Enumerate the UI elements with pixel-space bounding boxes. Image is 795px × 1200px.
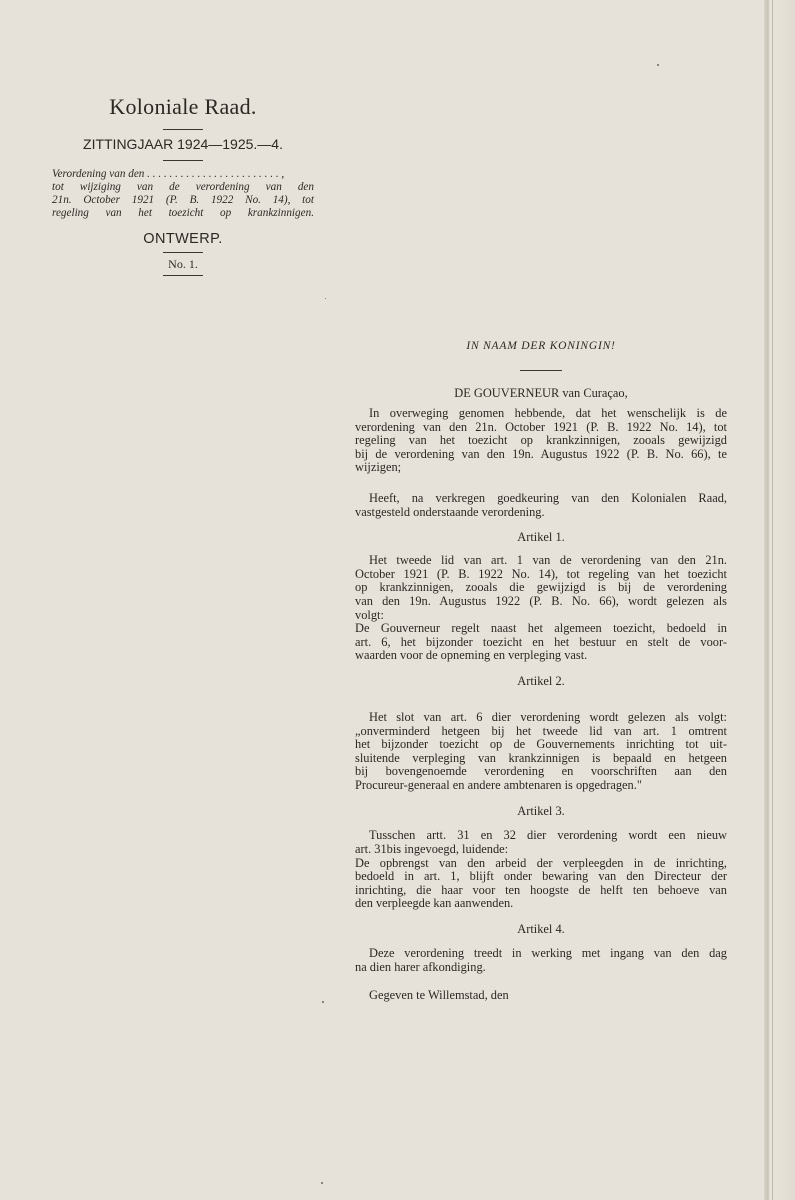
article-3-body bbox=[355, 829, 727, 911]
enacting-clause bbox=[355, 492, 727, 519]
text-line: wijzigen; bbox=[355, 460, 402, 475]
text-line: In overweging genomen hebbende, dat het wenschelijk is de bbox=[369, 406, 727, 420]
text-line: October 1921 (P. B. 1922 No. 14), tot regeling van het toezicht bbox=[355, 566, 727, 581]
description-line: 21n. October 1921 (P. B. 1922 No. 14), tot bbox=[52, 194, 314, 206]
document-number: No. 1. bbox=[168, 257, 198, 271]
text-line: Procureur-generaal en andere ambtenaren is opgedragen." bbox=[355, 777, 642, 792]
divider bbox=[163, 160, 203, 161]
closing-line: Gegeven te Willemstad, den bbox=[369, 988, 509, 1003]
text-line: den verpleegde kan aanwenden. bbox=[355, 896, 514, 911]
paper-speck bbox=[322, 1001, 324, 1003]
divider bbox=[163, 252, 203, 253]
article-2-title: Artikel 2. bbox=[517, 673, 565, 688]
text-line: De opbrengst van den arbeid der verpleegden in de inrichting, bbox=[355, 855, 727, 870]
document-description bbox=[52, 168, 314, 220]
description-line: Verordening van den . . . . . . . . . . . . . . . . . . . . . . . . , bbox=[52, 168, 285, 180]
divider bbox=[163, 275, 203, 276]
text-line: bedoeld in art. 1, blijft onder bewaring van den Directeur der bbox=[355, 869, 727, 884]
text-line: Het tweede lid van art. 1 van de verordening van den 21n. bbox=[369, 553, 727, 568]
article-1-title: Artikel 1. bbox=[517, 530, 565, 545]
text-line: art. 31bis ingevoegd, luidende: bbox=[355, 842, 509, 857]
article-1-body bbox=[355, 554, 727, 663]
article-3-title: Artikel 3. bbox=[517, 804, 565, 819]
text-line: op krankzinnigen, zooals die gewijzigd is bij de verordening bbox=[355, 580, 727, 595]
text-line: na dien harer afkondiging. bbox=[355, 959, 486, 974]
royal-heading: IN NAAM DER KONINGIN! bbox=[466, 340, 616, 352]
text-line: Tusschen artt. 31 en 32 dier verordening wordt een nieuw bbox=[369, 828, 727, 843]
text-line: bij de verordening van den 19n. Augustus 1922 (P. B. No. 66), te bbox=[355, 446, 727, 461]
text-line: vastgesteld onderstaande verordening. bbox=[355, 504, 545, 519]
description-line: tot wijziging van de verordening van den bbox=[52, 181, 314, 193]
divider bbox=[520, 370, 562, 371]
text-line: waarden voor de opneming en verpleging vast. bbox=[355, 648, 588, 663]
text-line: art. 6, het bijzonder toezicht en het bestuur en stelt de voor- bbox=[355, 634, 727, 649]
paper-speck bbox=[657, 64, 659, 66]
text-line: „onverminderd hetgeen bij het tweede lid van art. 1 omtrent bbox=[355, 723, 727, 738]
text-line: volgt: bbox=[355, 607, 384, 622]
page-binding-edge bbox=[764, 0, 795, 1200]
text-line: De Gouverneur regelt naast het algemeen toezicht, bedoeld in bbox=[355, 621, 727, 636]
article-4-title: Artikel 4. bbox=[517, 922, 565, 937]
ordinance-text bbox=[355, 338, 727, 1003]
document-title: Koloniale Raad. bbox=[109, 94, 257, 119]
text-line: Heeft, na verkregen goedkeuring van den Kolonialen Raad, bbox=[369, 490, 727, 505]
text-line: van den 19n. Augustus 1922 (P. B. No. 66), wordt gelezen als bbox=[355, 593, 727, 608]
text-line: het bijzonder toezicht op de Gouvernements inrichting tot uit- bbox=[355, 737, 727, 752]
paper-speck bbox=[321, 1182, 323, 1184]
text-line: sluitende verpleging van krankzinnigen is bepaald en hetgeen bbox=[355, 750, 727, 765]
document-header-block bbox=[52, 92, 314, 276]
text-line: Het slot van art. 6 dier verordening wordt gelezen als volgt: bbox=[369, 709, 727, 724]
governor-line: DE GOUVERNEUR van Curaçao, bbox=[454, 386, 628, 400]
text-line: Deze verordening treedt in werking met ingang van den dag bbox=[369, 946, 727, 961]
draft-label: ONTWERP. bbox=[143, 231, 223, 247]
text-line: verordening van den 21n. October 1921 (P. B. 1922 No. 14), tot bbox=[355, 419, 727, 434]
divider bbox=[163, 129, 203, 130]
article-2-body bbox=[355, 711, 727, 793]
text-line: regeling van het toezicht op krankzinnigen, zooals gewijzigd bbox=[355, 433, 727, 448]
preamble bbox=[355, 407, 727, 475]
article-4-body bbox=[355, 947, 727, 974]
session-year: ZITTINGJAAR 1924—1925.—4. bbox=[83, 136, 283, 152]
text-line: bij bovengenoemde verordening en voorschriften aan den bbox=[355, 764, 727, 779]
paper-speck bbox=[325, 298, 326, 299]
description-line: regeling van het toezicht op krankzinnigen. bbox=[52, 207, 314, 219]
text-line: inrichting, die haar voor ten hoogste de helft ten behoeve van bbox=[355, 882, 727, 897]
